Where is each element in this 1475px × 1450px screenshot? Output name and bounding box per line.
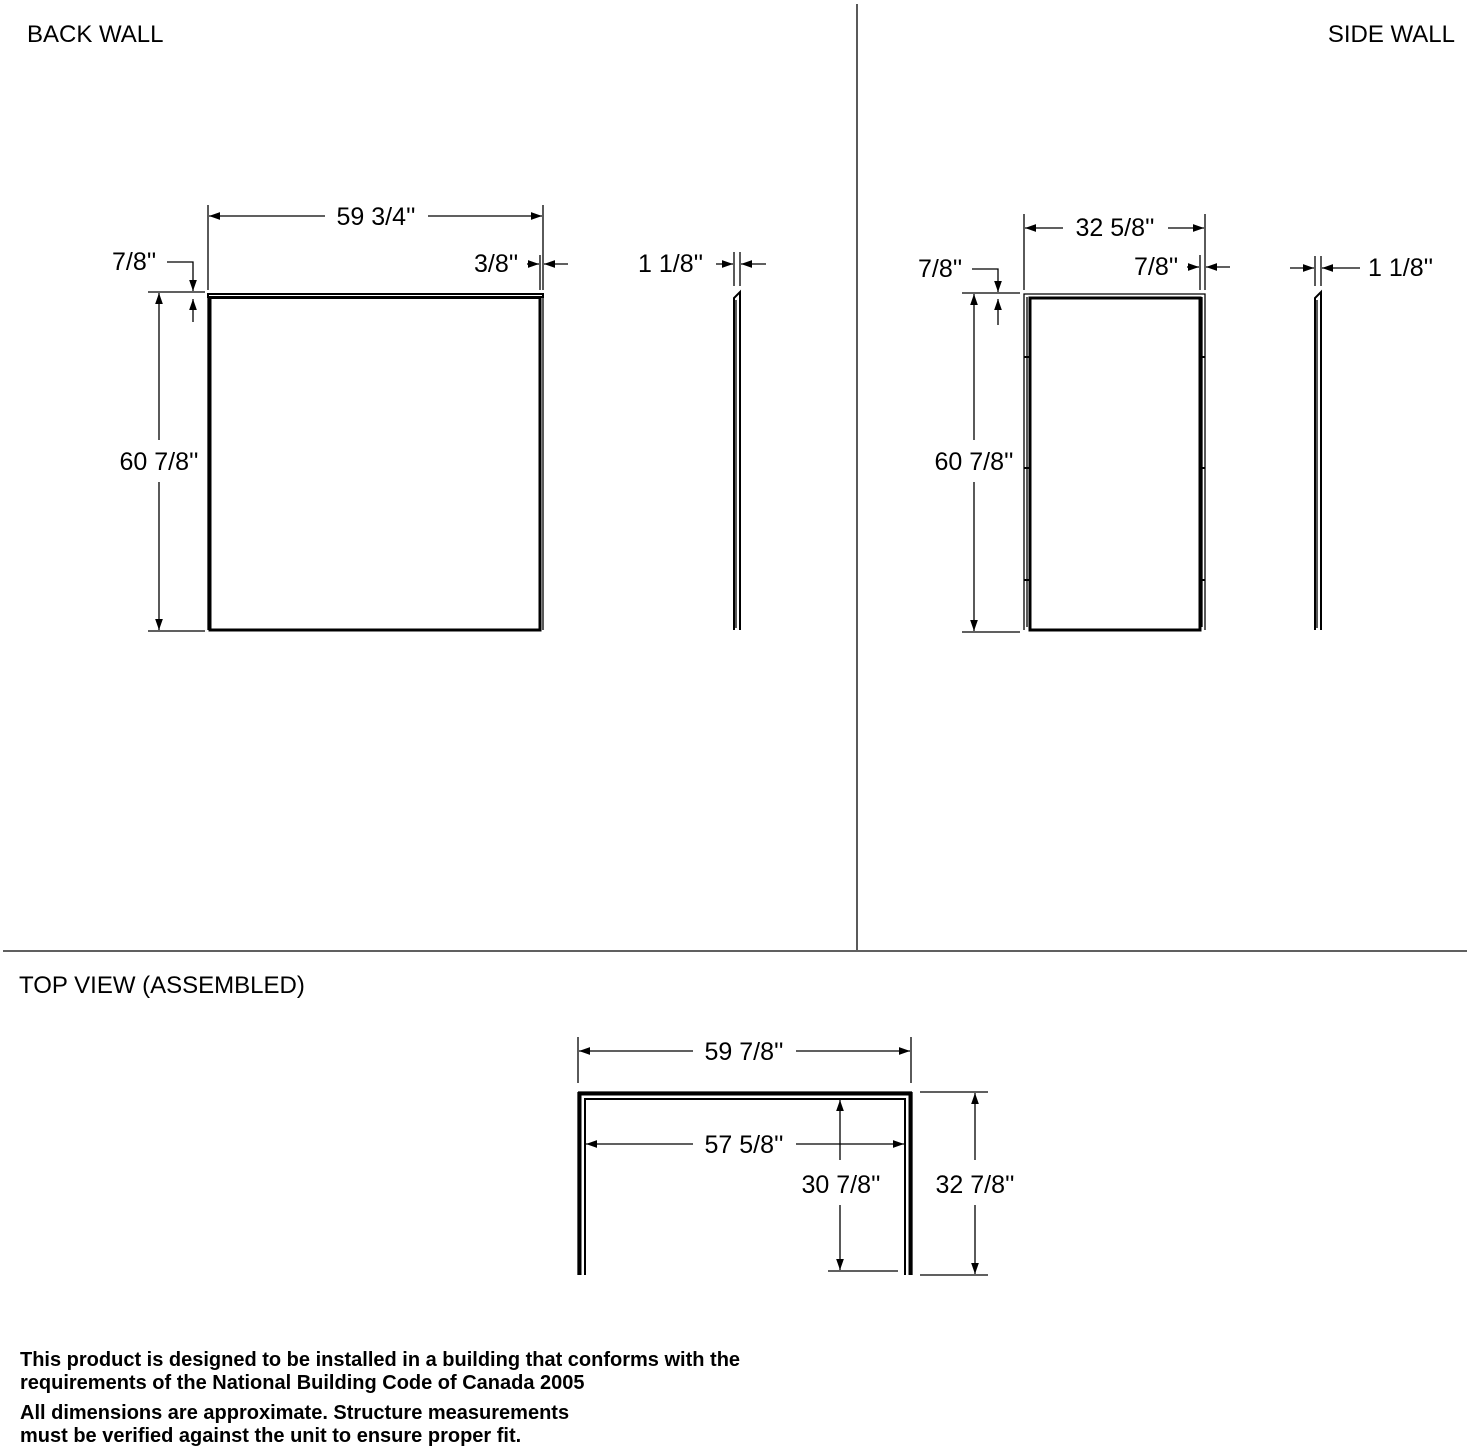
note-line-3: All dimensions are approximate. Structure measurements xyxy=(20,1402,570,1424)
top-view-outer-width-value: 59 7/8'' xyxy=(704,1038,784,1066)
side-wall-width-value: 32 5/8'' xyxy=(1075,214,1155,242)
top-view-inner-width-value: 57 5/8'' xyxy=(704,1131,784,1159)
back-wall-width-value: 59 3/4'' xyxy=(336,203,416,231)
side-wall-elevation xyxy=(1024,294,1205,630)
side-wall-profile xyxy=(1290,256,1360,630)
side-wall-top-flange-value: 7/8'' xyxy=(918,255,963,283)
top-view-label: TOP VIEW (ASSEMBLED) xyxy=(19,972,305,999)
note-line-4: must be verified against the unit to ensure proper fit. xyxy=(20,1425,522,1447)
side-wall-label: SIDE WALL xyxy=(1327,21,1455,48)
side-wall-depth-value: 1 1/8'' xyxy=(1368,254,1434,282)
back-wall-label: BACK WALL xyxy=(27,21,164,48)
back-wall-top-flange-value: 7/8'' xyxy=(112,248,157,276)
side-wall-side-flange-value: 7/8'' xyxy=(1134,253,1179,281)
back-wall-side-flange-value: 3/8'' xyxy=(474,250,519,278)
note-line-2: requirements of the National Building Code of Canada 2005 xyxy=(20,1372,585,1394)
back-wall-top-flange-dimension xyxy=(148,262,205,322)
back-wall-side-flange-dimension xyxy=(527,255,568,290)
top-view-inner-depth-value: 30 7/8'' xyxy=(801,1171,881,1199)
back-wall-height-value: 60 7/8'' xyxy=(119,448,199,476)
side-wall-top-flange-dimension xyxy=(962,269,1020,325)
note-line-1: This product is designed to be installed in a building that conforms with the xyxy=(20,1349,741,1371)
back-wall-depth-value: 1 1/8'' xyxy=(638,250,704,278)
back-wall-profile xyxy=(716,252,766,630)
side-wall-side-flange-dimension xyxy=(1187,255,1230,290)
back-wall-elevation xyxy=(208,294,543,630)
notes xyxy=(20,1349,740,1447)
top-view-outer-depth-value: 32 7/8'' xyxy=(935,1171,1015,1199)
side-wall-height-value: 60 7/8'' xyxy=(934,448,1014,476)
